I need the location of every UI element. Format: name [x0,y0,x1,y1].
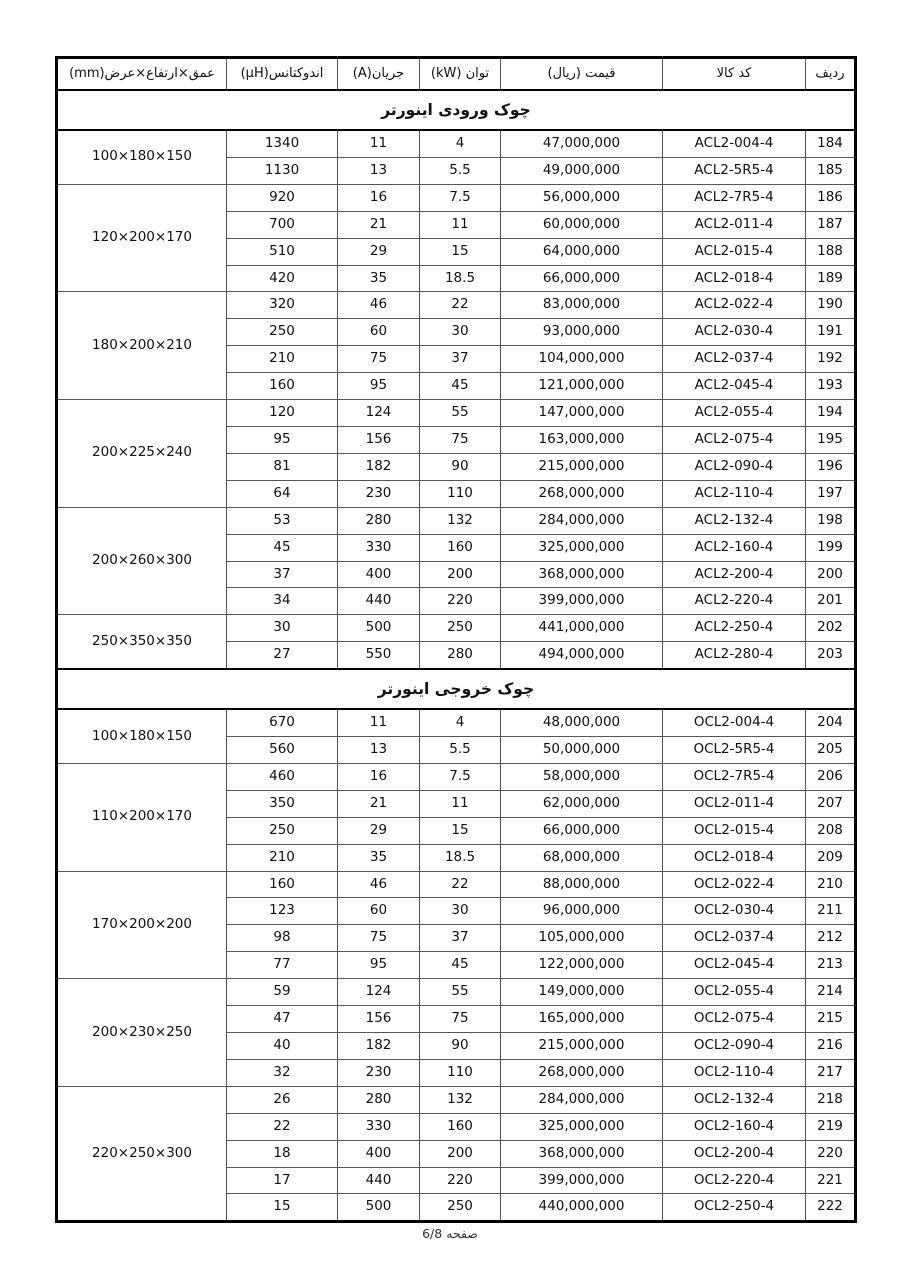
price-cell: 50,000,000 [501,737,663,764]
current-cell: 95 [338,373,420,400]
price-cell: 163,000,000 [501,426,663,453]
product-code-cell: OCL2-110-4 [663,1059,806,1086]
dimensions-cell: 200×260×300 [57,507,227,615]
current-cell: 16 [338,763,420,790]
inductance-cell: 210 [227,346,338,373]
power-cell: 45 [420,373,501,400]
inductance-cell: 560 [227,737,338,764]
row-number-cell: 202 [806,615,856,642]
table-row [57,507,856,534]
product-code-cell: OCL2-132-4 [663,1086,806,1113]
power-cell: 200 [420,561,501,588]
power-cell: 7.5 [420,763,501,790]
power-cell: 30 [420,319,501,346]
inductance-cell: 700 [227,211,338,238]
power-cell: 37 [420,346,501,373]
current-cell: 11 [338,130,420,157]
power-cell: 75 [420,1006,501,1033]
section-header-row [57,669,856,709]
current-cell: 550 [338,642,420,669]
product-code-cell: ACL2-132-4 [663,507,806,534]
row-number-cell: 209 [806,844,856,871]
product-code-cell: ACL2-018-4 [663,265,806,292]
price-table [55,56,857,1223]
power-cell: 22 [420,871,501,898]
product-code-cell: ACL2-011-4 [663,211,806,238]
row-number-cell: 193 [806,373,856,400]
row-number-cell: 222 [806,1194,856,1222]
row-number-cell: 213 [806,952,856,979]
power-cell: 200 [420,1140,501,1167]
current-cell: 230 [338,1059,420,1086]
product-code-cell: ACL2-037-4 [663,346,806,373]
row-number-cell: 199 [806,534,856,561]
price-cell: 399,000,000 [501,588,663,615]
row-number-cell: 215 [806,1006,856,1033]
row-number-cell: 210 [806,871,856,898]
current-cell: 500 [338,615,420,642]
inductance-cell: 123 [227,898,338,925]
product-code-cell: ACL2-090-4 [663,453,806,480]
table-row [57,130,856,157]
power-cell: 250 [420,1194,501,1222]
row-number-cell: 206 [806,763,856,790]
row-number-cell: 195 [806,426,856,453]
current-cell: 182 [338,1033,420,1060]
power-cell: 4 [420,709,501,736]
current-cell: 330 [338,1113,420,1140]
power-cell: 5.5 [420,737,501,764]
inductance-cell: 17 [227,1167,338,1194]
price-cell: 66,000,000 [501,817,663,844]
inductance-cell: 160 [227,373,338,400]
table-row [57,979,856,1006]
price-cell: 368,000,000 [501,561,663,588]
price-cell: 48,000,000 [501,709,663,736]
current-cell: 16 [338,184,420,211]
product-code-cell: OCL2-018-4 [663,844,806,871]
power-cell: 110 [420,1059,501,1086]
current-cell: 21 [338,790,420,817]
current-cell: 500 [338,1194,420,1222]
row-number-cell: 218 [806,1086,856,1113]
product-code-cell: OCL2-200-4 [663,1140,806,1167]
row-number-cell: 221 [806,1167,856,1194]
dimensions-cell: 100×180×150 [57,130,227,184]
row-number-cell: 186 [806,184,856,211]
product-code-cell: ACL2-200-4 [663,561,806,588]
price-cell: 440,000,000 [501,1194,663,1222]
product-code-cell: ACL2-250-4 [663,615,806,642]
inductance-cell: 18 [227,1140,338,1167]
power-cell: 280 [420,642,501,669]
inductance-cell: 320 [227,292,338,319]
product-code-cell: ACL2-030-4 [663,319,806,346]
dimensions-cell: 120×200×170 [57,184,227,292]
product-code-cell: OCL2-011-4 [663,790,806,817]
table-row [57,763,856,790]
section-title: چوک ورودی اینورتر [57,90,856,130]
row-number-cell: 185 [806,157,856,184]
current-cell: 440 [338,588,420,615]
current-cell: 75 [338,346,420,373]
header-product-code: کد کالا [663,58,806,91]
row-number-cell: 207 [806,790,856,817]
product-code-cell: ACL2-045-4 [663,373,806,400]
row-number-cell: 192 [806,346,856,373]
current-cell: 13 [338,737,420,764]
power-cell: 160 [420,1113,501,1140]
product-code-cell: OCL2-004-4 [663,709,806,736]
inductance-cell: 53 [227,507,338,534]
product-code-cell: ACL2-022-4 [663,292,806,319]
inductance-cell: 250 [227,817,338,844]
price-cell: 165,000,000 [501,1006,663,1033]
power-cell: 30 [420,898,501,925]
header-row-number: ردیف [806,58,856,91]
power-cell: 55 [420,400,501,427]
price-cell: 58,000,000 [501,763,663,790]
price-cell: 441,000,000 [501,615,663,642]
current-cell: 11 [338,709,420,736]
inductance-cell: 95 [227,426,338,453]
current-cell: 29 [338,238,420,265]
header-power: توان (kW) [420,58,501,91]
row-number-cell: 196 [806,453,856,480]
power-cell: 5.5 [420,157,501,184]
header-current: جریان(A) [338,58,420,91]
power-cell: 15 [420,238,501,265]
row-number-cell: 214 [806,979,856,1006]
inductance-cell: 210 [227,844,338,871]
product-code-cell: OCL2-160-4 [663,1113,806,1140]
current-cell: 124 [338,979,420,1006]
header-row [57,58,856,91]
row-number-cell: 197 [806,480,856,507]
product-code-cell: OCL2-055-4 [663,979,806,1006]
inductance-cell: 1340 [227,130,338,157]
price-cell: 104,000,000 [501,346,663,373]
inductance-cell: 250 [227,319,338,346]
inductance-cell: 81 [227,453,338,480]
current-cell: 400 [338,1140,420,1167]
row-number-cell: 198 [806,507,856,534]
row-number-cell: 219 [806,1113,856,1140]
price-cell: 268,000,000 [501,1059,663,1086]
price-cell: 122,000,000 [501,952,663,979]
table-row [57,1086,856,1113]
price-cell: 66,000,000 [501,265,663,292]
price-cell: 284,000,000 [501,507,663,534]
price-cell: 284,000,000 [501,1086,663,1113]
product-code-cell: OCL2-5R5-4 [663,737,806,764]
price-cell: 215,000,000 [501,1033,663,1060]
price-cell: 64,000,000 [501,238,663,265]
product-code-cell: ACL2-220-4 [663,588,806,615]
inductance-cell: 350 [227,790,338,817]
row-number-cell: 188 [806,238,856,265]
product-code-cell: ACL2-015-4 [663,238,806,265]
current-cell: 60 [338,319,420,346]
price-cell: 368,000,000 [501,1140,663,1167]
inductance-cell: 37 [227,561,338,588]
product-code-cell: OCL2-037-4 [663,925,806,952]
inductance-cell: 22 [227,1113,338,1140]
current-cell: 75 [338,925,420,952]
product-code-cell: OCL2-090-4 [663,1033,806,1060]
current-cell: 35 [338,844,420,871]
power-cell: 110 [420,480,501,507]
inductance-cell: 920 [227,184,338,211]
current-cell: 230 [338,480,420,507]
inductance-cell: 45 [227,534,338,561]
row-number-cell: 212 [806,925,856,952]
dimensions-cell: 200×230×250 [57,979,227,1087]
dimensions-cell: 170×200×200 [57,871,227,979]
power-cell: 18.5 [420,265,501,292]
product-code-cell: ACL2-110-4 [663,480,806,507]
inductance-cell: 510 [227,238,338,265]
current-cell: 440 [338,1167,420,1194]
current-cell: 13 [338,157,420,184]
price-cell: 325,000,000 [501,534,663,561]
row-number-cell: 216 [806,1033,856,1060]
current-cell: 46 [338,292,420,319]
inductance-cell: 160 [227,871,338,898]
price-cell: 60,000,000 [501,211,663,238]
table-row [57,292,856,319]
row-number-cell: 184 [806,130,856,157]
power-cell: 55 [420,979,501,1006]
table-row [57,709,856,736]
header-price: قیمت (ریال) [501,58,663,91]
product-code-cell: ACL2-7R5-4 [663,184,806,211]
price-cell: 121,000,000 [501,373,663,400]
price-cell: 494,000,000 [501,642,663,669]
table-row [57,400,856,427]
power-cell: 15 [420,817,501,844]
inductance-cell: 30 [227,615,338,642]
current-cell: 46 [338,871,420,898]
product-code-cell: OCL2-220-4 [663,1167,806,1194]
price-cell: 56,000,000 [501,184,663,211]
current-cell: 124 [338,400,420,427]
price-cell: 325,000,000 [501,1113,663,1140]
dimensions-cell: 110×200×170 [57,763,227,871]
power-cell: 132 [420,1086,501,1113]
row-number-cell: 211 [806,898,856,925]
product-code-cell: OCL2-075-4 [663,1006,806,1033]
product-code-cell: ACL2-055-4 [663,400,806,427]
power-cell: 220 [420,1167,501,1194]
row-number-cell: 217 [806,1059,856,1086]
power-cell: 4 [420,130,501,157]
product-code-cell: OCL2-030-4 [663,898,806,925]
inductance-cell: 34 [227,588,338,615]
row-number-cell: 220 [806,1140,856,1167]
dimensions-cell: 220×250×300 [57,1086,227,1222]
table-row [57,184,856,211]
current-cell: 182 [338,453,420,480]
dimensions-cell: 250×350×350 [57,615,227,669]
table-row [57,615,856,642]
current-cell: 280 [338,507,420,534]
power-cell: 18.5 [420,844,501,871]
power-cell: 11 [420,790,501,817]
price-cell: 49,000,000 [501,157,663,184]
power-cell: 75 [420,426,501,453]
power-cell: 37 [420,925,501,952]
price-cell: 93,000,000 [501,319,663,346]
current-cell: 400 [338,561,420,588]
power-cell: 22 [420,292,501,319]
inductance-cell: 64 [227,480,338,507]
header-dimensions: عمق×ارتفاع×عرض(mm) [57,58,227,91]
dimensions-cell: 180×200×210 [57,292,227,400]
inductance-cell: 1130 [227,157,338,184]
inductance-cell: 670 [227,709,338,736]
price-cell: 96,000,000 [501,898,663,925]
dimensions-cell: 100×180×150 [57,709,227,763]
page-number: صفحه 6/8 [422,1226,478,1241]
power-cell: 132 [420,507,501,534]
power-cell: 220 [420,588,501,615]
current-cell: 95 [338,952,420,979]
header-inductance: اندوکتانس(µH) [227,58,338,91]
power-cell: 160 [420,534,501,561]
row-number-cell: 189 [806,265,856,292]
price-cell: 105,000,000 [501,925,663,952]
inductance-cell: 32 [227,1059,338,1086]
price-cell: 399,000,000 [501,1167,663,1194]
inductance-cell: 59 [227,979,338,1006]
price-cell: 215,000,000 [501,453,663,480]
section-title: چوک خروجی اینورتر [57,669,856,709]
inductance-cell: 98 [227,925,338,952]
row-number-cell: 204 [806,709,856,736]
product-code-cell: OCL2-250-4 [663,1194,806,1222]
current-cell: 330 [338,534,420,561]
product-code-cell: ACL2-004-4 [663,130,806,157]
current-cell: 60 [338,898,420,925]
price-cell: 62,000,000 [501,790,663,817]
row-number-cell: 205 [806,737,856,764]
price-cell: 147,000,000 [501,400,663,427]
product-code-cell: ACL2-075-4 [663,426,806,453]
inductance-cell: 47 [227,1006,338,1033]
current-cell: 29 [338,817,420,844]
inductance-cell: 27 [227,642,338,669]
price-cell: 68,000,000 [501,844,663,871]
row-number-cell: 191 [806,319,856,346]
price-cell: 88,000,000 [501,871,663,898]
row-number-cell: 201 [806,588,856,615]
inductance-cell: 40 [227,1033,338,1060]
product-code-cell: OCL2-015-4 [663,817,806,844]
current-cell: 280 [338,1086,420,1113]
product-code-cell: OCL2-022-4 [663,871,806,898]
price-cell: 149,000,000 [501,979,663,1006]
price-cell: 268,000,000 [501,480,663,507]
product-code-cell: OCL2-7R5-4 [663,763,806,790]
power-cell: 45 [420,952,501,979]
product-code-cell: ACL2-280-4 [663,642,806,669]
inductance-cell: 460 [227,763,338,790]
row-number-cell: 190 [806,292,856,319]
inductance-cell: 120 [227,400,338,427]
inductance-cell: 15 [227,1194,338,1222]
price-cell: 47,000,000 [501,130,663,157]
product-code-cell: ACL2-160-4 [663,534,806,561]
table-row [57,871,856,898]
power-cell: 11 [420,211,501,238]
power-cell: 250 [420,615,501,642]
row-number-cell: 194 [806,400,856,427]
row-number-cell: 200 [806,561,856,588]
power-cell: 90 [420,453,501,480]
product-code-cell: ACL2-5R5-4 [663,157,806,184]
row-number-cell: 203 [806,642,856,669]
current-cell: 156 [338,1006,420,1033]
price-cell: 83,000,000 [501,292,663,319]
current-cell: 156 [338,426,420,453]
power-cell: 7.5 [420,184,501,211]
inductance-cell: 26 [227,1086,338,1113]
table-body [57,90,856,1222]
inductance-cell: 77 [227,952,338,979]
row-number-cell: 187 [806,211,856,238]
dimensions-cell: 200×225×240 [57,400,227,508]
current-cell: 35 [338,265,420,292]
current-cell: 21 [338,211,420,238]
power-cell: 90 [420,1033,501,1060]
inductance-cell: 420 [227,265,338,292]
section-header-row [57,90,856,130]
product-code-cell: OCL2-045-4 [663,952,806,979]
row-number-cell: 208 [806,817,856,844]
